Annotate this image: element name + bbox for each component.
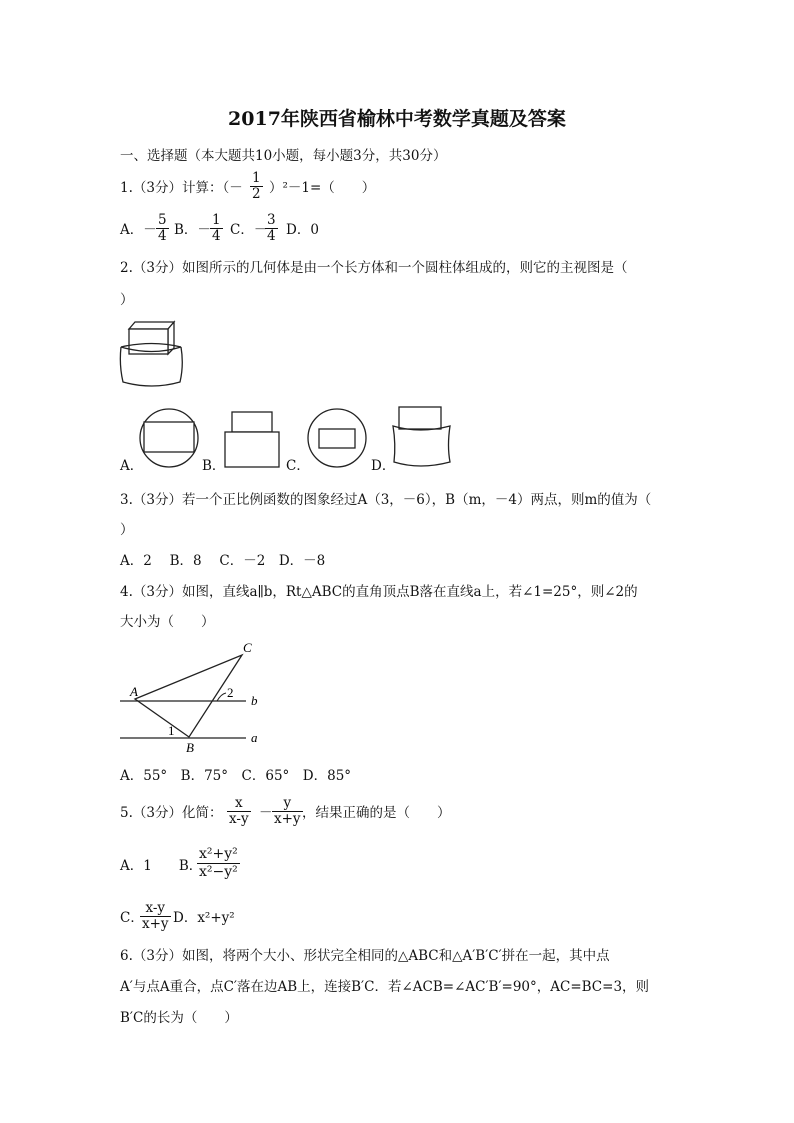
q4-stem-line2: 大小为（ ） [120, 614, 215, 630]
q5-option-b-fraction [197, 846, 240, 881]
q1-option-b-label: B．－ [174, 222, 211, 238]
q1-a-num: 5 [158, 212, 167, 228]
q5-option-a-b-label: A．1 B． [120, 858, 203, 874]
q2-option-b-figure [222, 408, 282, 472]
q2-stem-line2: ） [120, 292, 134, 308]
q6-line1: 6.（3分）如图，将两个大小、形状完全相同的△ABC和△A′B′C′拼在一起，其中点 [120, 948, 610, 964]
q2-option-d-figure [390, 404, 460, 472]
q1-c-den: 4 [267, 228, 276, 244]
q2-option-c-label: C． [286, 458, 310, 474]
q1-option-d: D．0 [286, 222, 319, 238]
point-b-label: B [186, 740, 194, 755]
q5-option-d: D．x²+y² [173, 910, 235, 926]
page-title: 2017年陕西省榆林中考数学真题及答案 [228, 108, 566, 130]
line-a-label: a [251, 730, 258, 745]
q1-option-c-fraction [265, 213, 278, 244]
q5-b-num: x²+y² [199, 846, 238, 862]
q5-minus: － [259, 805, 273, 821]
q1-option-b-fraction [210, 213, 223, 244]
q2-option-c-figure [305, 406, 369, 470]
q5-f2-den: x+y [274, 811, 301, 827]
q3-options: A．2 B．8 C．－2 D．－8 [120, 553, 326, 569]
q4-figure [118, 640, 278, 760]
q5-f2-num: y [272, 796, 303, 812]
q5-b-den: x²−y² [199, 864, 238, 880]
q5-stem-end: ，结果正确的是（ ） [302, 805, 451, 821]
q2-solid-figure [116, 320, 196, 390]
q4-stem-line1: 4.（3分）如图，直线a∥b，Rt△ABC的直角顶点B落在直线a上，若∠1=25°，则∠2的 [120, 584, 638, 600]
q1-fraction-num: 1 [252, 170, 261, 186]
q1-b-num: 1 [212, 212, 221, 228]
q5-option-c-label: C． [120, 910, 144, 926]
q2-option-d-label: D． [371, 458, 396, 474]
angle-2-label: 2 [227, 685, 234, 700]
q5-c-den: x+y [142, 916, 169, 932]
q1-option-a-fraction [156, 213, 169, 244]
q2-stem-line1: 2.（3分）如图所示的几何体是由一个长方体和一个圆柱体组成的，则它的主视图是（ [120, 260, 628, 276]
q5-fraction-2 [272, 796, 303, 827]
q5-f1-num: x [227, 796, 251, 812]
q1-c-num: 3 [267, 212, 276, 228]
q5-stem-start: 5.（3分）化简： [120, 805, 223, 821]
section-heading: 一、选择题（本大题共10小题，每小题3分，共30分） [120, 148, 447, 164]
q1-fraction-den: 2 [252, 186, 261, 202]
angle-1-label: 1 [168, 723, 175, 738]
point-a-label: A [130, 684, 138, 699]
q5-option-c-fraction [140, 901, 171, 932]
q2-option-a-label: A． [120, 458, 144, 474]
q3-stem-line2: ） [120, 522, 134, 538]
line-b-label: b [251, 693, 258, 708]
q1-option-c-label: C．－ [230, 222, 268, 238]
q1-fraction [250, 171, 263, 202]
q1-stem-start: 1.（3分）计算：（－ [120, 180, 243, 196]
q5-c-num: x-y [140, 901, 171, 917]
triangle-abc [135, 655, 242, 737]
q1-a-den: 4 [158, 228, 167, 244]
q4-options: A．55° B．75° C．65° D．85° [120, 768, 352, 784]
q6-line2: A′与点A重合，点C′落在边AB上，连接B′C．若∠ACB=∠AC′B′=90°，AC=BC=3，则 [120, 979, 650, 995]
q1-option-a-label: A．－ [120, 222, 157, 238]
q5-fraction-1 [227, 796, 251, 827]
q6-line3: B′C的长为（ ） [120, 1010, 238, 1026]
q3-stem-line1: 3.（3分）若一个正比例函数的图象经过A（3，－6），B（m，－4）两点，则m的值为（ [120, 492, 652, 508]
q5-f1-den: x-y [229, 811, 249, 827]
q1-b-den: 4 [212, 228, 221, 244]
q2-option-b-label: B． [202, 458, 226, 474]
q2-option-a-figure [137, 406, 201, 470]
point-c-label: C [243, 640, 252, 655]
q1-stem-end: ）²－1=（ ） [269, 180, 376, 196]
